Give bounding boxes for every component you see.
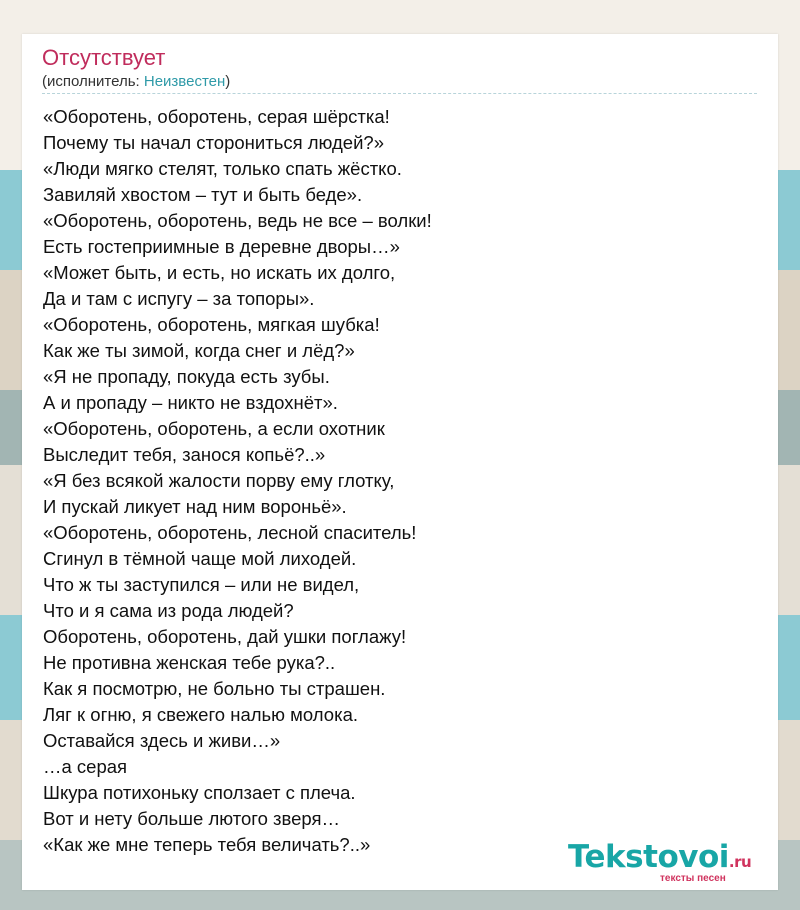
- lyric-line: «Как же мне теперь тебя величать?..»: [43, 834, 371, 855]
- lyric-line: «Оборотень, оборотень, серая шёрстка!: [43, 106, 390, 127]
- lyric-line: «Оборотень, оборотень, лесной спаситель!: [43, 522, 417, 543]
- lyric-line: Не противна женская тебе рука?..: [43, 652, 336, 673]
- artist-prefix: (исполнитель:: [42, 73, 144, 90]
- artist-link[interactable]: Неизвестен: [143, 73, 226, 90]
- lyric-line: И пускай ликует над ним вороньё».: [43, 496, 347, 517]
- lyric-line: «Оборотень, оборотень, а если охотник: [43, 418, 385, 439]
- lyric-line: Ляг к огню, я свежего налью молока.: [43, 704, 359, 725]
- lyric-line: Как же ты зимой, когда снег и лёд?»: [43, 340, 355, 361]
- lyric-line: Что и я сама из рода людей?: [43, 600, 294, 621]
- lyric-line: Почему ты начал сторониться людей?»: [43, 132, 385, 153]
- lyric-line: …а серая: [43, 756, 128, 777]
- lyric-line: Выследит тебя, занося копьё?..»: [43, 444, 326, 465]
- lyric-line: «Оборотень, оборотень, ведь не все – волки!: [43, 210, 432, 231]
- lyric-line: А и пропаду – никто не вздохнёт».: [43, 392, 338, 413]
- logo-domain: .ru: [728, 853, 752, 871]
- lyrics-text: [43, 104, 743, 858]
- dashed-divider: [42, 93, 757, 94]
- lyric-line: Как я посмотрю, не больно ты страшен.: [43, 678, 386, 699]
- lyric-line: Завиляй хвостом – тут и быть беде».: [43, 184, 363, 205]
- logo-tagline: тексты песен: [660, 873, 726, 884]
- artist-suffix: ): [225, 73, 231, 90]
- lyric-line: Оборотень, оборотень, дай ушки поглажу!: [43, 626, 407, 647]
- lyric-line: Что ж ты заступился – или не видел,: [43, 574, 360, 595]
- site-logo[interactable]: [568, 840, 778, 886]
- artist-line: [42, 73, 230, 91]
- logo-main-text: Tekstovoi: [568, 839, 729, 875]
- lyric-line: «Я без всякой жалости порву ему глотку,: [43, 470, 395, 491]
- song-title: Отсутствует: [42, 45, 166, 70]
- lyrics-card: [22, 34, 778, 890]
- lyric-line: «Может быть, и есть, но искать их долго,: [43, 262, 396, 283]
- lyric-line: «Я не пропаду, покуда есть зубы.: [43, 366, 330, 387]
- lyric-line: Да и там с испугу – за топоры».: [43, 288, 315, 309]
- lyric-line: Есть гостеприимные в деревне дворы…»: [43, 236, 400, 257]
- lyric-line: «Оборотень, оборотень, мягкая шубка!: [43, 314, 380, 335]
- lyric-line: «Люди мягко стелят, только спать жёстко.: [43, 158, 402, 179]
- lyric-line: Шкура потихоньку сползает с плеча.: [43, 782, 356, 803]
- lyric-line: Вот и нету больше лютого зверя…: [43, 808, 341, 829]
- lyric-line: Сгинул в тёмной чаще мой лиходей.: [43, 548, 357, 569]
- lyric-line: Оставайся здесь и живи…»: [43, 730, 281, 751]
